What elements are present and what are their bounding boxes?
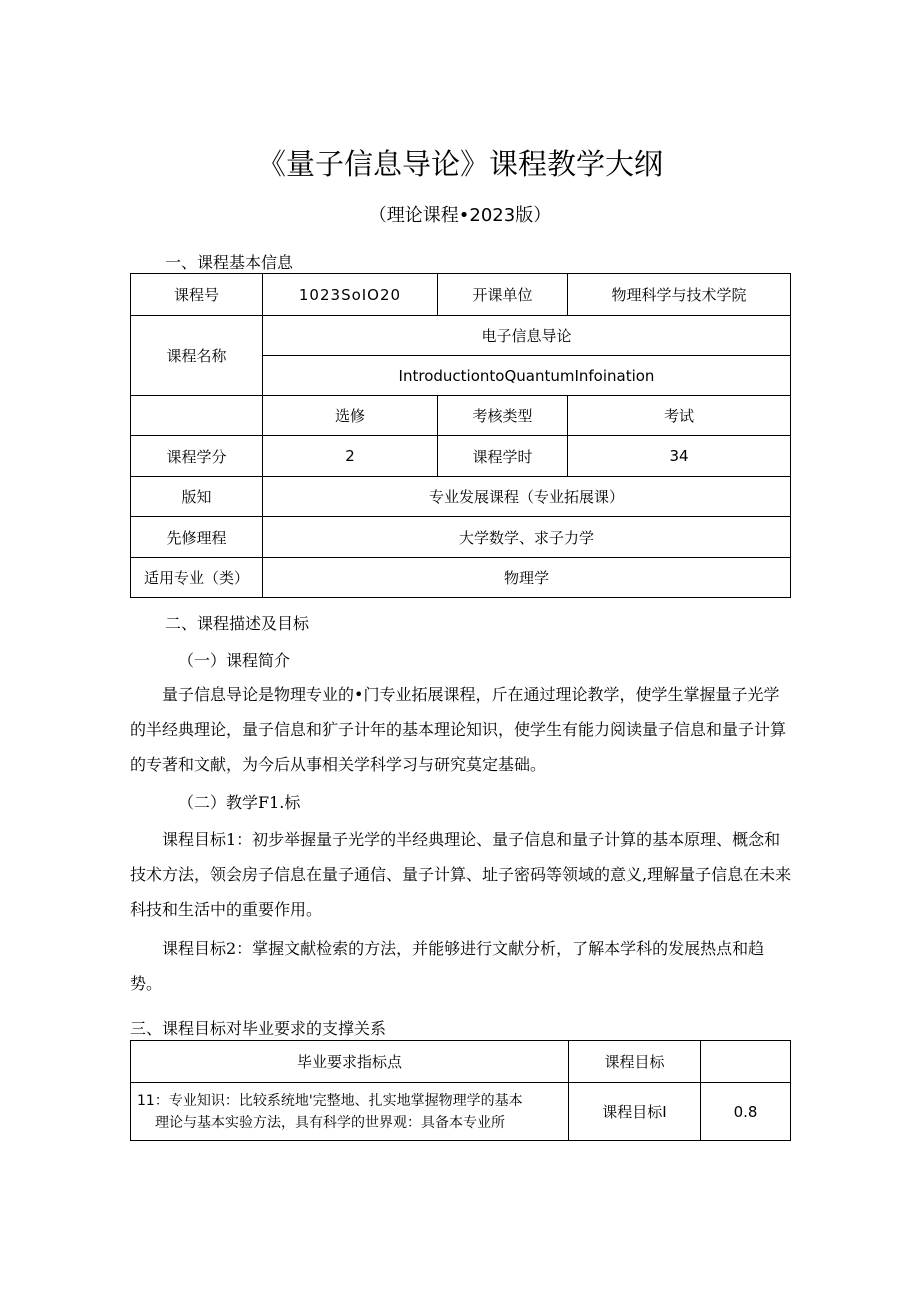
course-goal-1: 课程目标1：初步举握量子光学的半经典理论、量子信息和量子计算的基本原理、概念和技术方法，领会房子信息在量子通信、量子计算、址子密码等领域的意义,理解量子信息在未来科技和生活中的重要作用。: [130, 830, 792, 919]
row-weight: 0.8: [701, 1083, 791, 1141]
major-value: 物理学: [263, 558, 791, 598]
document-subtitle: （理论课程•2023版）: [368, 205, 552, 226]
section-2-heading: 二、课程描述及目标: [165, 614, 310, 633]
course-name-english: IntroductiontoQuantumInfoination: [263, 356, 791, 396]
header-requirement: 毕业要求指标点: [131, 1041, 569, 1083]
course-goal-2: 课程目标2：掌握文献检索的方法，并能够进行文献分析，了解本学科的发展热点和趋势。: [130, 939, 765, 993]
prerequisite-value: 大学数学、求子力学: [263, 517, 791, 558]
exam-type-label: 考核类型: [438, 396, 568, 436]
row-course-goal: 课程目标I: [569, 1083, 701, 1141]
requirement-line-1: 11：专业知识：比较系统地'完整地、扎实地掌握物理学的基本: [137, 1092, 523, 1109]
department-label: 开课单位: [438, 274, 568, 316]
requirement-cell: [131, 1083, 569, 1141]
support-relation-table: [130, 1040, 791, 1141]
hours-value: 34: [568, 436, 791, 477]
exam-type-value: 考试: [568, 396, 791, 436]
major-label: 适用专业（类）: [131, 558, 263, 598]
course-name-label: 课程名称: [131, 316, 263, 396]
hours-label: 课程学时: [438, 436, 568, 477]
course-info-table: [130, 273, 791, 598]
blank-label-cell: [131, 396, 263, 436]
subsection-goals-heading: （二）教学F1.标: [178, 793, 301, 812]
course-name-chinese: 电子信息导论: [263, 316, 791, 356]
document-title: 《量子信息导论》课程教学大纲: [256, 147, 663, 181]
course-number-label: 课程号: [131, 274, 263, 316]
requirement-line-2: 理论与基本实验方法，具有科学的世界观：具备本专业所: [155, 1114, 505, 1131]
subsection-intro-heading: （一）课程简介: [178, 651, 291, 670]
category-value: 专业发展课程（专业拓展课）: [263, 477, 791, 517]
header-course-goal: 课程目标: [569, 1041, 701, 1083]
section-3-heading: 三、课程目标对毕业要求的支撑关系: [130, 1019, 387, 1038]
credit-label: 课程学分: [131, 436, 263, 477]
prerequisite-label: 先修理程: [131, 517, 263, 558]
department-value: 物理科学与技术学院: [568, 274, 791, 316]
credit-value: 2: [263, 436, 438, 477]
course-intro-paragraph: 量子信息导论是物理专业的•门专业拓展课程，斤在通过理论教学，使学生掌握量子光学的半经典理论，量子信息和犷子计年的基本理论知识，使学生有能力阅读量子信息和量子计算的专著和文献，为今后从事相关学科学习与研究莫定基础。: [130, 685, 787, 774]
section-1-heading: 一、课程基本信息: [165, 253, 294, 272]
elective-value: 选修: [263, 396, 438, 436]
course-number-value: 1023SoIO20: [263, 274, 438, 316]
category-label: 版知: [131, 477, 263, 517]
header-weight: [701, 1041, 791, 1083]
